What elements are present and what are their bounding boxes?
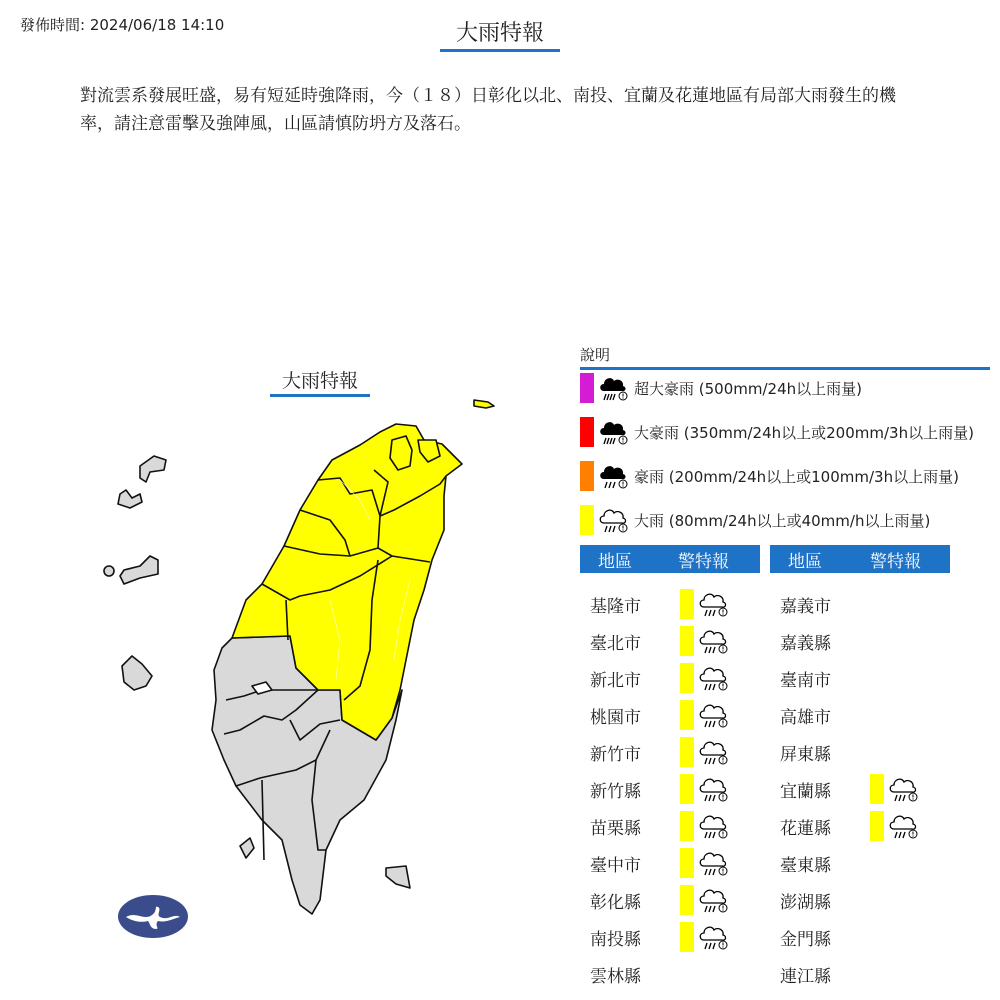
region-name: 宜蘭縣 [780,781,831,802]
heavy-rain-icon [698,922,730,952]
table-row [770,774,920,804]
legend-swatch-red [580,417,594,447]
heavy-rain-icon [698,589,730,619]
table-row [770,700,870,730]
column-region: 地區 [598,551,632,572]
map-island-penghu-3 [120,556,158,584]
warning-color-bar [680,700,694,730]
map-island-penghu-2 [118,490,142,508]
map-island-keelung-islet [474,400,494,408]
region-name: 花蓮縣 [780,818,831,839]
table-row [580,774,730,804]
table-row [770,959,870,989]
region-name: 彰化縣 [590,892,641,913]
region-name: 南投縣 [590,929,641,950]
column-warning: 警特報 [678,551,729,572]
region-name: 基隆市 [590,596,641,617]
warning-color-bar [680,922,694,952]
table-header-right [770,545,950,573]
table-row [580,626,730,656]
heavy-rain-icon [698,774,730,804]
table-row [770,737,870,767]
warning-color-bar [680,589,694,619]
table-row [580,737,730,767]
region-name: 金門縣 [780,929,831,950]
table-row [770,626,870,656]
region-name: 新竹市 [590,744,641,765]
table-row [770,811,920,841]
region-name: 雲林縣 [590,966,641,987]
cwa-logo-icon [118,895,188,938]
torrential-rain-icon [598,461,630,491]
map-island-liuqiu [240,838,254,858]
region-name: 臺南市 [780,670,831,691]
table-row [770,922,870,952]
legend-label: 大豪雨 (350mm/24h以上或200mm/3h以上雨量) [634,423,974,442]
legend-swatch-magenta [580,373,594,403]
legend-swatch-orange [580,461,594,491]
table-row [580,959,680,989]
warning-color-bar [680,663,694,693]
table-row [770,589,870,619]
table-row [770,885,870,915]
extremely-torrential-rain-icon [598,373,630,403]
region-name: 臺東縣 [780,855,831,876]
table-row [580,922,730,952]
warning-color-bar [680,811,694,841]
region-name: 嘉義市 [780,596,831,617]
column-warning: 警特報 [870,551,921,572]
legend-label: 大雨 (80mm/24h以上或40mm/h以上雨量) [634,511,931,530]
region-name: 臺中市 [590,855,641,876]
heavy-rain-icon [698,626,730,656]
table-row [580,885,730,915]
region-name: 新北市 [590,670,641,691]
warning-color-bar [680,626,694,656]
region-name: 屏東縣 [780,744,831,765]
legend-title: 說明 [580,344,990,370]
warning-color-bar [680,737,694,767]
region-name: 新竹縣 [590,781,641,802]
warning-color-bar [680,885,694,915]
heavy-rain-icon [698,811,730,841]
heavy-rain-icon [698,663,730,693]
map-island-penghu-5 [122,656,152,690]
heavy-rain-icon [698,700,730,730]
page-title: 大雨特報 [440,16,560,52]
map-island-penghu-1 [140,456,166,482]
heavy-rain-icon [598,505,630,535]
legend-label: 豪雨 (200mm/24h以上或100mm/3h以上雨量) [634,467,959,486]
warning-color-bar [680,774,694,804]
torrential-rain-icon-heavy [598,417,630,447]
map-island-penghu-4 [104,566,114,576]
region-name: 臺北市 [590,633,641,654]
table-row [580,848,730,878]
region-name: 澎湖縣 [780,892,831,913]
taiwan-warning-map [90,390,510,930]
table-row [580,589,730,619]
legend-item-very-torrential [580,417,974,447]
region-name: 苗栗縣 [590,818,641,839]
warning-color-bar [680,848,694,878]
region-name: 連江縣 [780,966,831,987]
region-name: 高雄市 [780,707,831,728]
table-row [770,663,870,693]
column-region: 地區 [788,551,822,572]
warning-description: 對流雲系發展旺盛，易有短延時強降雨，今（１８）日彰化以北、南投、宜蘭及花蓮地區有局部大雨發生的機率，請注意雷擊及強陣風，山區請慎防坍方及落石。 [80,86,896,134]
table-row [580,663,730,693]
legend-label: 超大豪雨 (500mm/24h以上雨量) [634,379,862,398]
legend-item-heavy-rain [580,505,930,535]
heavy-rain-icon [888,811,920,841]
legend-item-extreme-torrential [580,373,862,403]
map-title: 大雨特報 [270,366,370,397]
warning-color-bar [870,811,884,841]
table-header-left [580,545,760,573]
warning-color-bar [870,774,884,804]
heavy-rain-icon [698,885,730,915]
region-name: 桃園市 [590,707,641,728]
heavy-rain-icon [698,737,730,767]
heavy-rain-icon [698,848,730,878]
table-row [580,700,730,730]
region-name: 嘉義縣 [780,633,831,654]
legend-swatch-yellow [580,505,594,535]
table-row [580,811,730,841]
publish-time: 發佈時間: 2024/06/18 14:10 [20,16,225,34]
legend-item-torrential [580,461,959,491]
heavy-rain-icon [888,774,920,804]
table-row [770,848,870,878]
